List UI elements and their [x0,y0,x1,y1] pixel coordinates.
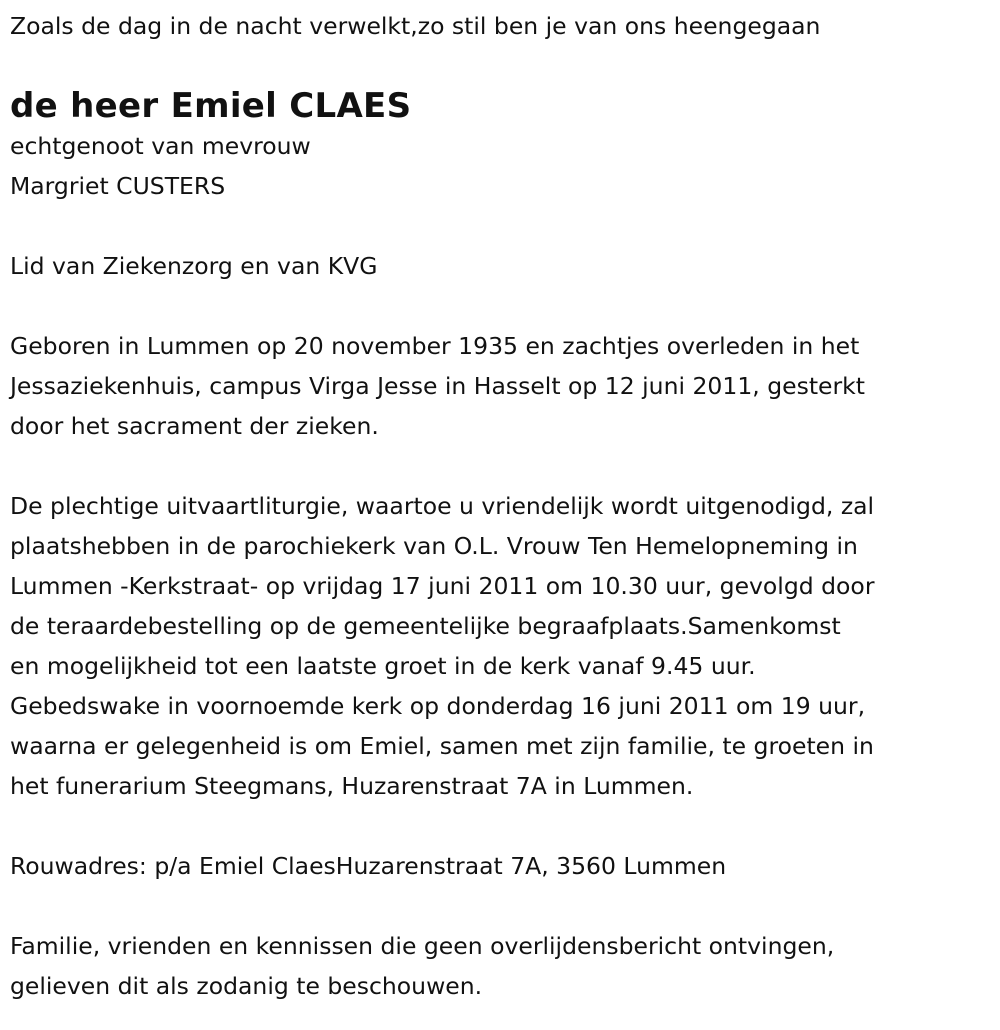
spacer [10,206,1000,246]
deceased-name: de heer Emiel CLAES [10,86,412,126]
funeral-line: en mogelijkheid tot een laatste groet in de kerk vanaf 9.45 uur. [10,652,756,680]
spouse-block [10,126,1000,206]
funeral-line: Lummen -Kerkstraat- op vrijdag 17 juni 2011 om 10.30 uur, gevolgd door [10,572,875,600]
membership-text: Lid van Ziekenzorg en van KVG [10,252,378,280]
spacer [10,286,1000,326]
funeral-line: De plechtige uitvaartliturgie, waartoe u vriendelijk wordt uitgenodigd, zal [10,492,875,520]
birth-death-line: Jessaziekenhuis, campus Virga Jesse in Hasselt op 12 juni 2011, gesterkt [10,372,865,400]
spacer [10,886,1000,926]
funeral-line: Gebedswake in voornoemde kerk op donderdag 16 juni 2011 om 19 uur, [10,692,866,720]
birth-death-line: Geboren in Lummen op 20 november 1935 en zachtjes overleden in het [10,332,860,360]
closing-line: Familie, vrienden en kennissen die geen overlijdensbericht ontvingen, [10,932,835,960]
spouse-name: Margriet CUSTERS [10,172,226,200]
funeral-paragraph [10,486,1000,806]
funeral-line: plaatshebben in de parochiekerk van O.L. Vrouw Ten Hemelopneming in [10,532,858,560]
spacer [10,806,1000,846]
closing-line: gelieven dit als zodanig te beschouwen. [10,972,483,1000]
birth-death-line: door het sacrament der zieken. [10,412,379,440]
funeral-line: het funerarium Steegmans, Huzarenstraat 7A in Lummen. [10,772,694,800]
funeral-line: de teraardebestelling op de gemeentelijke begraafplaats.Samenkomst [10,612,841,640]
funeral-line: waarna er gelegenheid is om Emiel, samen met zijn familie, te groeten in [10,732,874,760]
memorial-quote: Zoals de dag in de nacht verwelkt,zo stil ben je van ons heengegaan [10,12,821,40]
spacer [10,446,1000,486]
spouse-line: echtgenoot van mevrouw [10,132,311,160]
birth-death-paragraph [10,326,1000,446]
mourning-address: Rouwadres: p/a Emiel ClaesHuzarenstraat 7A, 3560 Lummen [10,852,727,880]
closing-paragraph [10,926,1000,1006]
